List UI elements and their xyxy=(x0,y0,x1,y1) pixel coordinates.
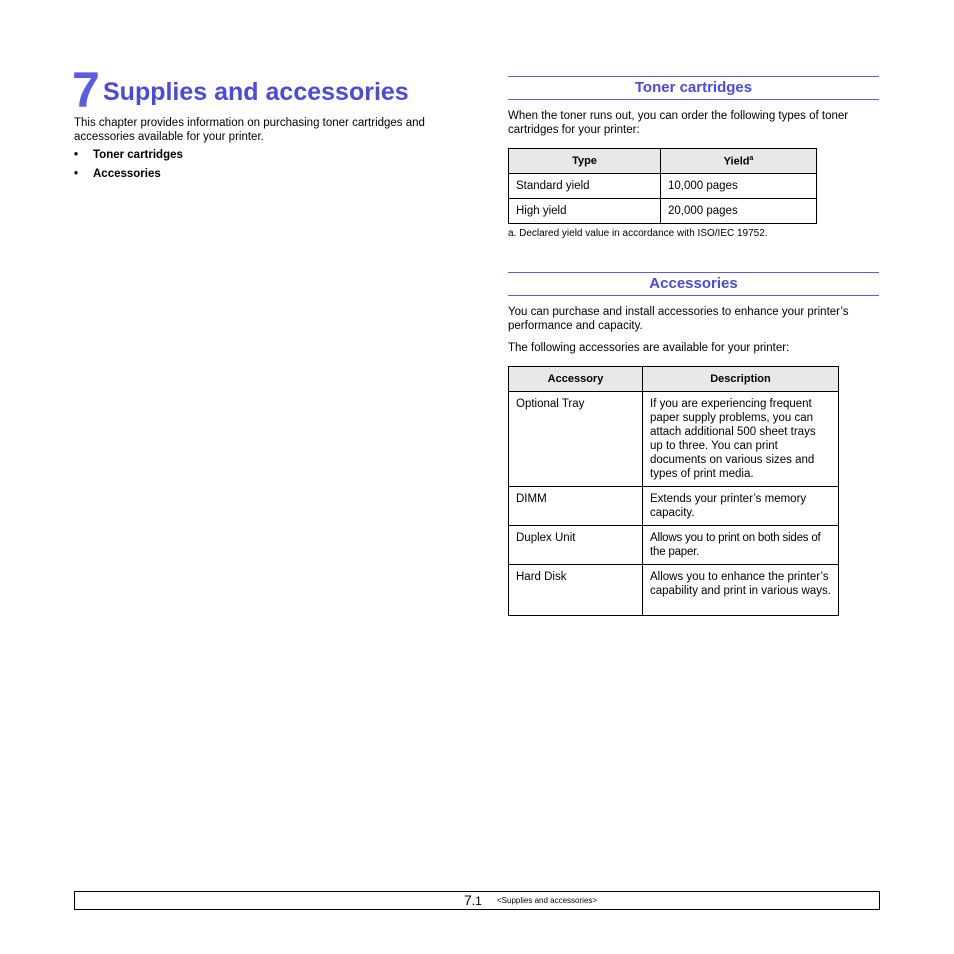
bullet-item xyxy=(74,148,183,167)
table-row xyxy=(509,487,839,526)
table-row xyxy=(509,392,839,487)
bullet-glyph: • xyxy=(74,149,79,161)
table-row xyxy=(509,174,817,199)
accessories-heading: Accessories xyxy=(508,272,879,296)
chapter-number: 7 xyxy=(72,62,100,118)
page-minor: .1 xyxy=(471,894,482,908)
table-row xyxy=(509,565,839,616)
chapter-intro: This chapter provides information on purchasing toner cartridges and accessories available for your printer. xyxy=(74,117,425,143)
bullet-label: Accessories xyxy=(93,168,161,180)
cell-accessory: Hard Disk xyxy=(516,571,567,583)
accessories-intro: You can purchase and install accessories to enhance your printer’s performance and capacity. xyxy=(508,306,849,332)
toner-heading: Toner cartridges xyxy=(508,76,879,100)
cell-accessory: Duplex Unit xyxy=(516,532,576,544)
table-row xyxy=(509,526,839,565)
cell-description: Allows you to print on both sides of the paper. xyxy=(650,532,821,558)
chapter-bullet-list xyxy=(74,148,183,186)
cell-yield: 20,000 pages xyxy=(668,205,738,217)
bullet-glyph: • xyxy=(74,168,79,180)
page-number xyxy=(464,892,482,910)
chapter-title: Supplies and accessories xyxy=(103,78,409,106)
accessories-table xyxy=(508,366,839,616)
cell-accessory: Optional Tray xyxy=(516,398,585,410)
cell-type: High yield xyxy=(516,205,567,217)
table-header-type: Type xyxy=(509,149,661,174)
page-footer xyxy=(74,891,880,910)
toner-intro: When the toner runs out, you can order the following types of toner cartridges for your printer: xyxy=(508,110,849,136)
cell-description: Extends your printer’s memory capacity. xyxy=(650,493,807,519)
table-header-yield xyxy=(661,149,817,174)
bullet-item xyxy=(74,167,183,186)
page-major: 7 xyxy=(464,892,472,908)
toner-footnote: a. Declared yield value in accordance with ISO/IEC 19752. xyxy=(508,228,768,239)
cell-description: If you are experiencing frequent paper supply problems, you can attach additional 500 sheet trays up to three. You can print documents on various sizes and types of print media. xyxy=(650,398,816,480)
cell-type: Standard yield xyxy=(516,180,590,192)
footer-chapter-title: <Supplies and accessories> xyxy=(497,896,598,905)
table-header-accessory: Accessory xyxy=(509,367,643,392)
yield-label: Yield xyxy=(723,155,750,168)
cell-accessory: DIMM xyxy=(516,493,547,505)
cell-yield: 10,000 pages xyxy=(668,180,738,192)
table-header-description: Description xyxy=(643,367,839,392)
accessories-intro-2: The following accessories are available for your printer: xyxy=(508,342,790,354)
bullet-label: Toner cartridges xyxy=(93,149,183,161)
toner-table xyxy=(508,148,817,224)
footnote-marker: a xyxy=(749,154,754,162)
table-row xyxy=(509,199,817,224)
cell-description: Allows you to enhance the printer’s capability and print in various ways. xyxy=(650,571,831,597)
